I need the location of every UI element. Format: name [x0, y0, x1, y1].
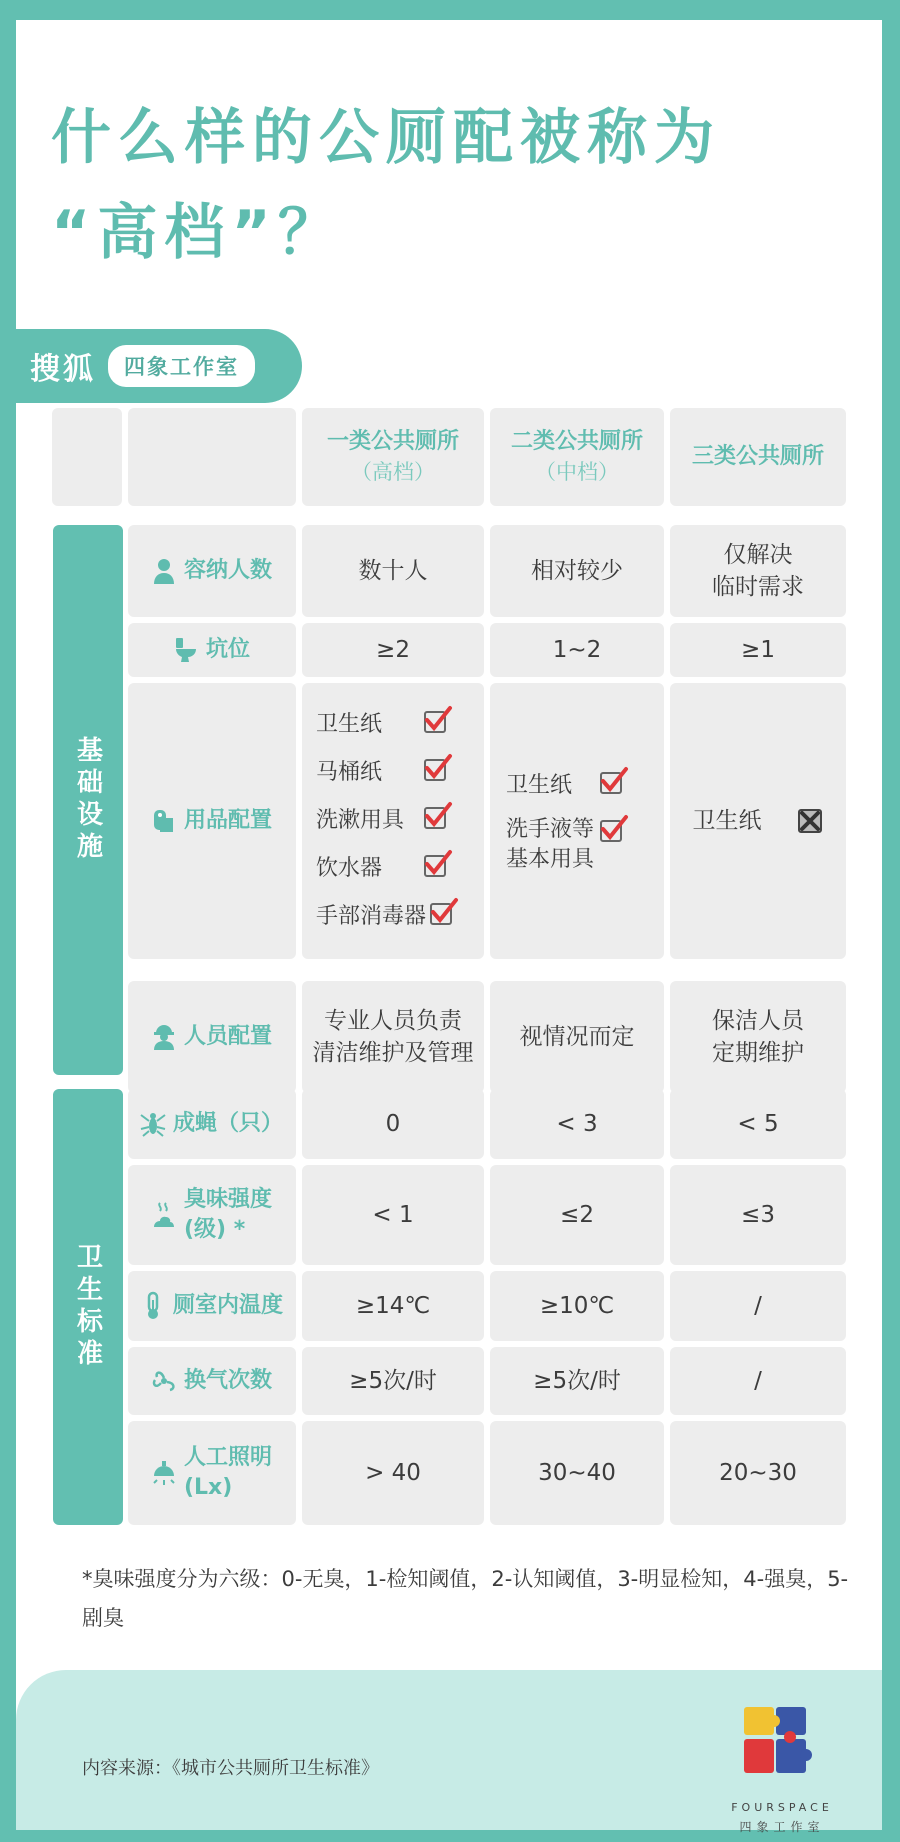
row-label-odor: [128, 1165, 296, 1265]
cell-supplies-class3: [670, 683, 846, 959]
logo-wordmark: FOURSPACE: [731, 1801, 833, 1814]
brand-banner: [16, 329, 302, 403]
cell-ventilation-class3: /: [670, 1347, 846, 1415]
title-area: [16, 20, 882, 350]
cross-icon: [796, 807, 824, 835]
cell-text-line: 保洁人员: [712, 1008, 804, 1034]
supply-label-line: 基本用具: [506, 847, 595, 872]
supply-item: [316, 749, 452, 797]
row-label-ventilation: [128, 1347, 296, 1415]
column-header-sub: （中档）: [535, 460, 619, 484]
cell-capacity-class3: [670, 525, 846, 617]
brand-pill: 四象工作室: [108, 345, 255, 387]
toilet-icon: [174, 637, 198, 663]
cell-temperature-class2: ≥10℃: [490, 1271, 664, 1341]
supply-item: [506, 810, 628, 880]
row-label-capacity: [128, 525, 296, 617]
cell-temperature-class1: ≥14℃: [302, 1271, 484, 1341]
section-label-hygiene: 卫生标准: [53, 1089, 123, 1525]
check-icon: [422, 706, 452, 744]
cell-odor-class2: ≤2: [490, 1165, 664, 1265]
supply-label-line: 洗手液等: [506, 817, 595, 842]
cell-supplies-class2: [490, 683, 664, 959]
supply-label: 马桶纸: [316, 760, 383, 785]
supply-label: 手部消毒器: [316, 904, 427, 929]
row-label-stalls: [128, 623, 296, 677]
row-label-text: 厕室内温度: [172, 1293, 283, 1318]
footnote: *臭味强度分为六级：0-无臭，1-检知阈值，2-认知阈值，3-明显检知，4-强臭，5-剧臭: [82, 1567, 849, 1630]
cell-staff-class3: [670, 981, 846, 1093]
check-icon: [422, 754, 452, 792]
supply-label: 卫生纸: [506, 773, 573, 798]
supply-item: [506, 762, 628, 810]
row-label-text: 成蝇（只）: [172, 1111, 283, 1136]
cell-odor-class1: < 1: [302, 1165, 484, 1265]
check-icon: [598, 767, 628, 805]
cell-capacity-class2: 相对较少: [490, 525, 664, 617]
supply-label: [506, 815, 594, 875]
title-line-1: 什么样的公厕配被称为: [51, 103, 721, 173]
cell-stalls-class3: ≥1: [670, 623, 846, 677]
cell-stalls-class1: ≥2: [302, 623, 484, 677]
cell-staff-class1: [302, 981, 484, 1093]
lamp-icon: [152, 1460, 176, 1486]
row-label-lighting: [128, 1421, 296, 1525]
row-label-text: 换气次数: [183, 1368, 272, 1393]
source-text: 内容来源：《城市公共厕所卫生标准》: [82, 1758, 379, 1779]
cell-flies-class1: 0: [302, 1089, 484, 1159]
check-icon: [428, 898, 458, 936]
supply-label: 卫生纸: [692, 808, 762, 834]
check-icon: [422, 850, 452, 888]
row-label-text: 人员配置: [183, 1024, 272, 1049]
cell-text-line: 仅解决: [723, 542, 793, 568]
odor-icon: [152, 1202, 176, 1228]
supply-item: [316, 797, 452, 845]
header-empty-2: [128, 408, 296, 506]
title-line-2: “高档”？: [51, 198, 345, 268]
row-label-text: [184, 1443, 272, 1503]
column-header-class2: [490, 408, 664, 506]
cell-supplies-class1: [302, 683, 484, 959]
row-label-line: 人工照明: [183, 1445, 272, 1470]
row-label-text: [184, 1185, 272, 1245]
supply-item: [316, 893, 458, 941]
cell-ventilation-class1: ≥5次/时: [302, 1347, 484, 1415]
cell-odor-class3: ≤3: [670, 1165, 846, 1265]
column-header-label: 一类公共厕所: [326, 429, 459, 454]
row-label-staff: [128, 981, 296, 1093]
supply-label: 卫生纸: [316, 712, 383, 737]
row-label-supplies: [128, 683, 296, 959]
cell-stalls-class2: 1~2: [490, 623, 664, 677]
header-empty-1: [52, 408, 122, 506]
supply-label: 洗漱用具: [316, 808, 405, 833]
cell-text-line: 清洁维护及管理: [312, 1040, 474, 1066]
supply-label: 饮水器: [316, 856, 383, 881]
person-icon: [152, 558, 176, 584]
column-header-label: 三类公共厕所: [691, 444, 824, 469]
column-header-label: 二类公共厕所: [510, 429, 643, 454]
row-label-line: 臭味强度: [183, 1187, 272, 1212]
supply-item: [316, 845, 452, 893]
fly-icon: [141, 1111, 165, 1137]
cell-capacity-class1: 数十人: [302, 525, 484, 617]
ventilation-icon: [152, 1368, 176, 1394]
check-icon: [598, 815, 628, 853]
row-label-flies: [128, 1089, 296, 1159]
cell-text-line: 临时需求: [712, 574, 804, 600]
poster-card: [16, 20, 882, 1834]
cell-text-line: 专业人员负责: [324, 1008, 462, 1034]
brand-name: 搜狐: [30, 352, 96, 387]
cell-staff-class2: 视情况而定: [490, 981, 664, 1093]
row-label-text: 用品配置: [183, 808, 272, 833]
column-header-sub: （高档）: [351, 460, 435, 484]
cell-lighting-class3: 20~30: [670, 1421, 846, 1525]
row-label-text: 坑位: [205, 637, 250, 662]
cell-flies-class2: < 3: [490, 1089, 664, 1159]
row-label-line: (级) *: [183, 1217, 246, 1242]
column-header-class3: [670, 408, 846, 506]
column-header-class1: [302, 408, 484, 506]
cell-flies-class3: < 5: [670, 1089, 846, 1159]
section-label-basic: 基础设施: [53, 525, 123, 1075]
logo-subtitle: 四象工作室: [739, 1820, 825, 1834]
row-label-text: 容纳人数: [183, 558, 272, 583]
cell-lighting-class1: > 40: [302, 1421, 484, 1525]
cell-lighting-class2: 30~40: [490, 1421, 664, 1525]
thermometer-icon: [141, 1293, 165, 1319]
row-label-temperature: [128, 1271, 296, 1341]
cell-temperature-class3: /: [670, 1271, 846, 1341]
row-label-line: (Lx): [183, 1475, 233, 1500]
supply-item: [316, 701, 452, 749]
cell-text-line: 定期维护: [712, 1040, 804, 1066]
check-icon: [422, 802, 452, 840]
worker-icon: [152, 1024, 176, 1050]
tissue-roll-icon: [152, 808, 176, 834]
cell-ventilation-class2: ≥5次/时: [490, 1347, 664, 1415]
